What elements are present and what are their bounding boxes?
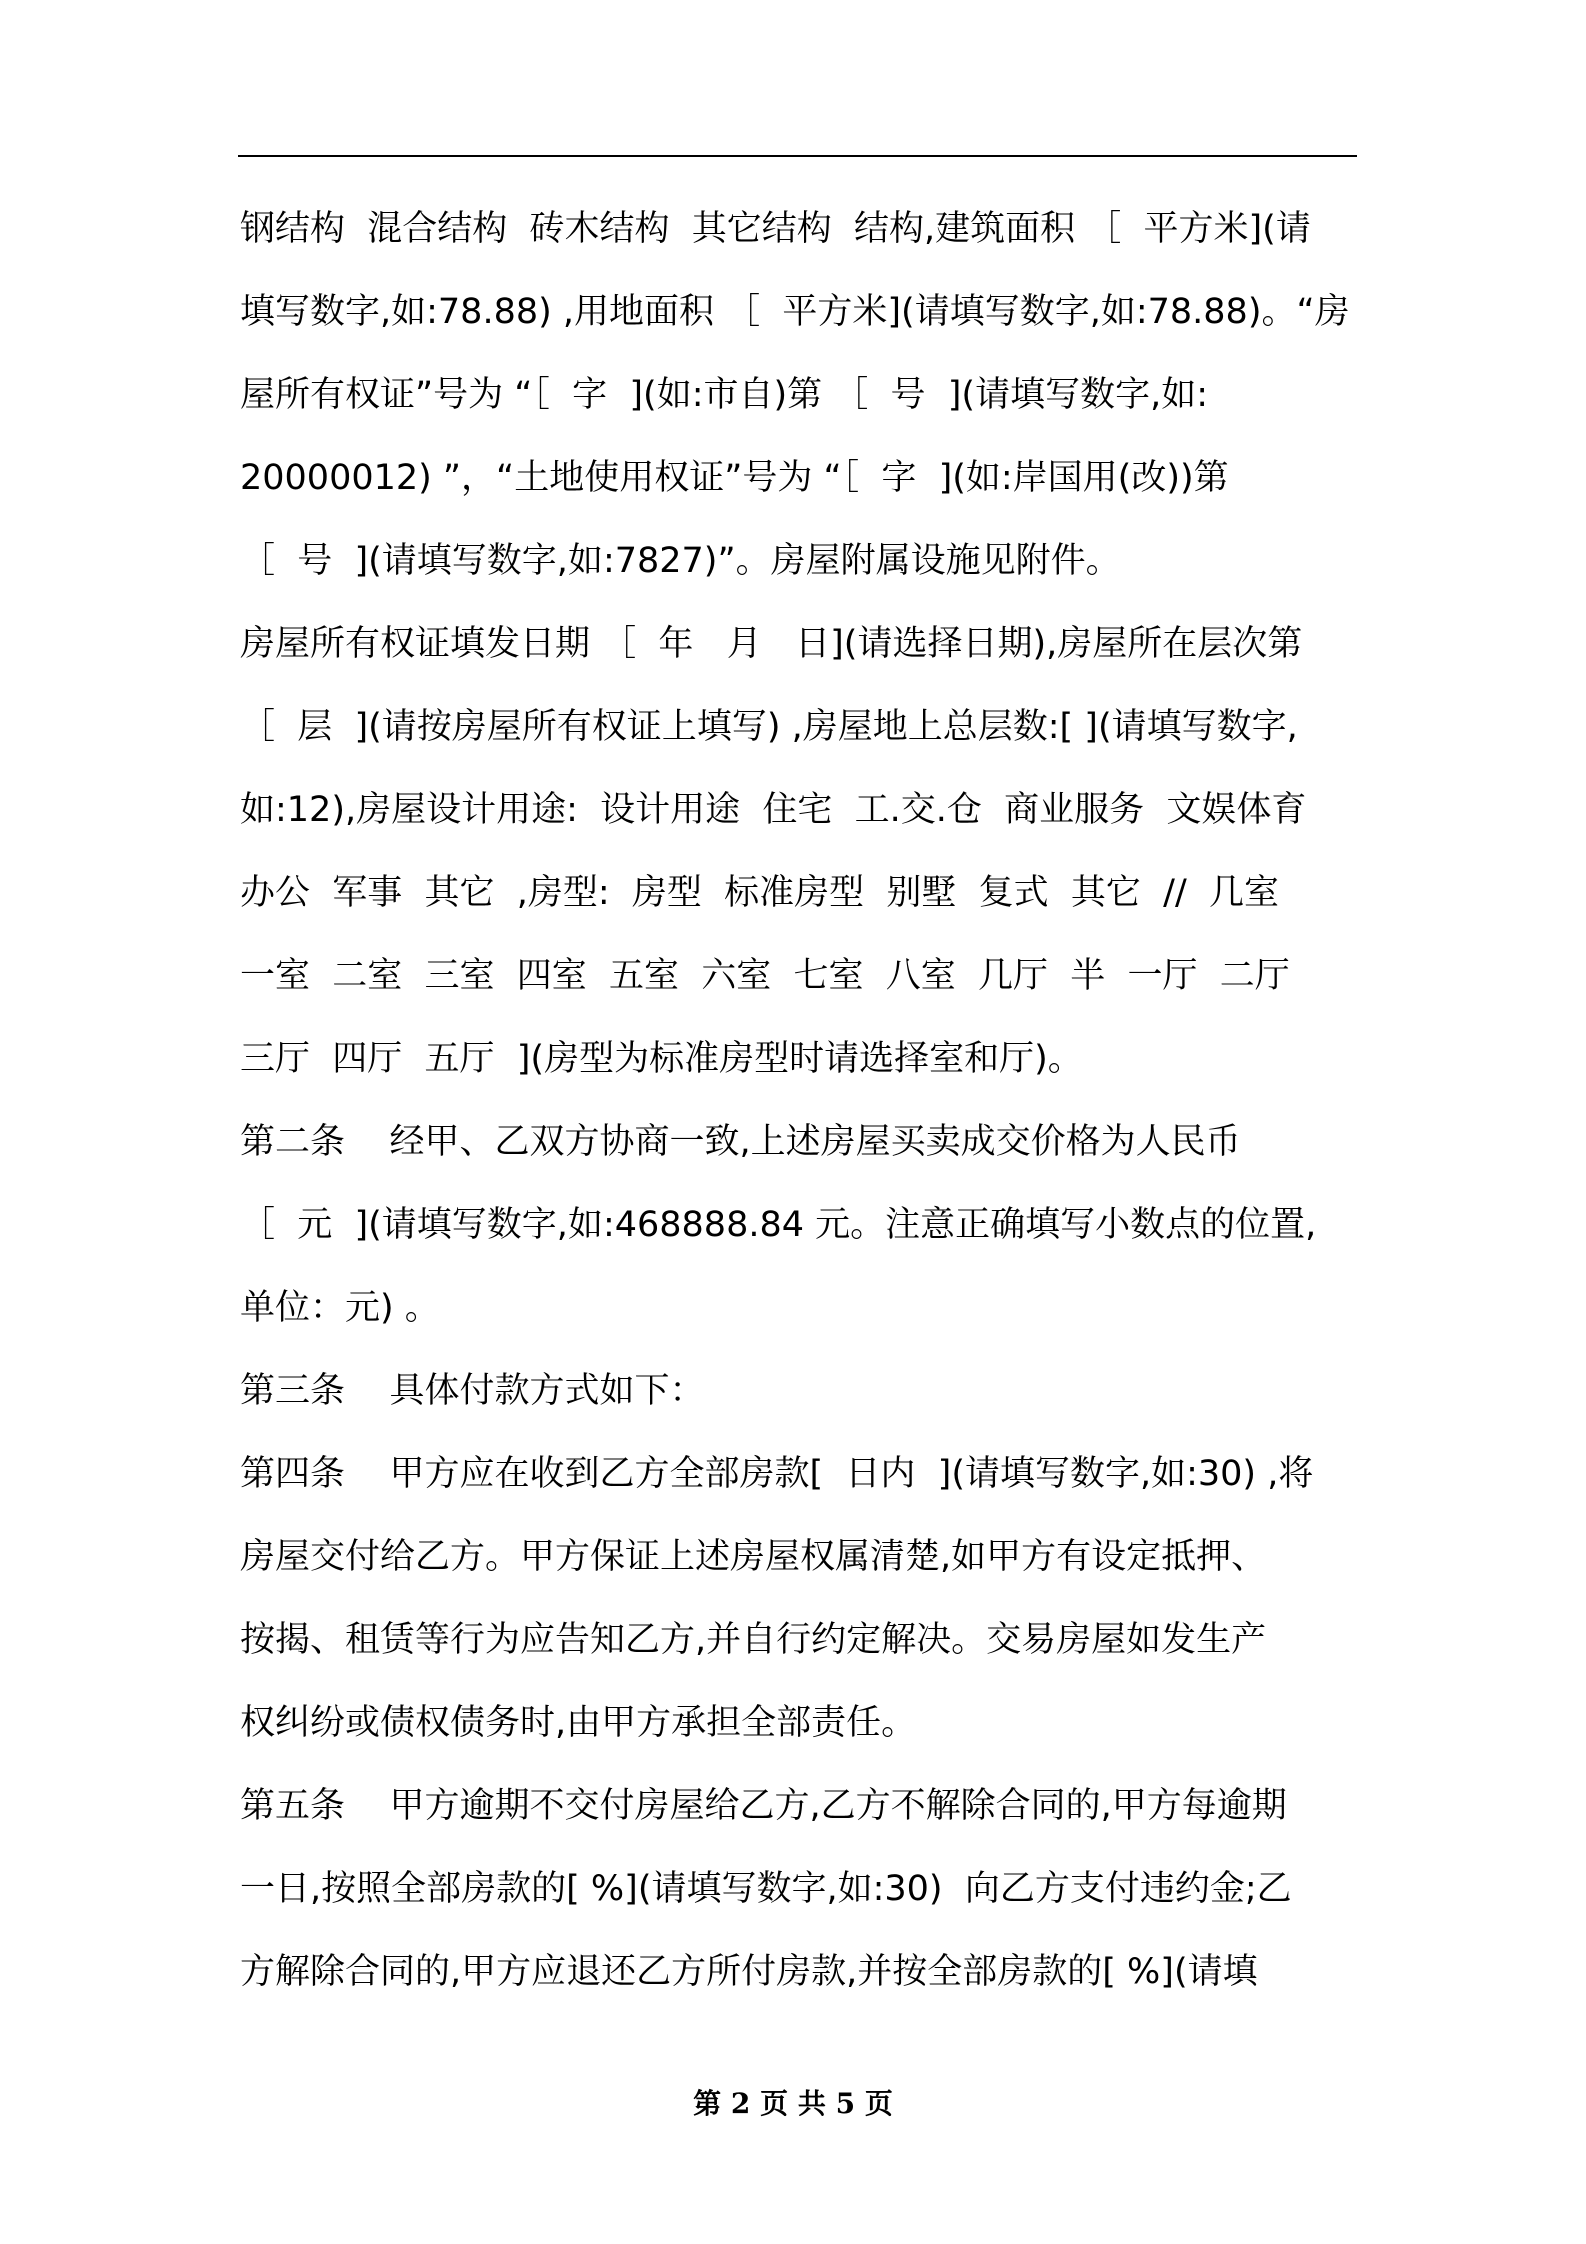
text-line: ［ 号 ](请填写数字,如:7827)”。房屋附属设施见附件。 <box>240 541 1121 581</box>
text-line: 钢结构 混合结构 砖木结构 其它结构 结构,建筑面积 ［ 平方米](请 <box>240 209 1311 249</box>
text-line: 一室 二室 三室 四室 五室 六室 七室 八室 几厅 半 一厅 二厅 <box>240 956 1290 996</box>
text-line: 第三条 具体付款方式如下： <box>240 1371 705 1411</box>
text-line: ［ 层 ](请按房屋所有权证上填写) ,房屋地上总层数:[ ](请填写数字, <box>240 707 1298 747</box>
page-number: 第 2 页 共 5 页 <box>693 2087 893 2120</box>
text-line: 三厅 四厅 五厅 ](房型为标准房型时请选择室和厅)。 <box>240 1039 1083 1079</box>
text-line: 一日,按照全部房款的[ %](请填写数字,如:30) 向乙方支付违约金;乙 <box>240 1869 1292 1909</box>
text-line: 第五条 甲方逾期不交付房屋给乙方,乙方不解除合同的,甲方每逾期 <box>240 1786 1287 1826</box>
header-rule <box>238 155 1357 157</box>
text-line: 按揭、租赁等行为应告知乙方,并自行约定解决。交易房屋如发生产 <box>240 1620 1267 1660</box>
text-line: ［ 元 ](请填写数字,如:468888.84 元。注意正确填写小数点的位置, <box>240 1205 1317 1245</box>
text-line: 办公 军事 其它 ,房型: 房型 标准房型 别墅 复式 其它 // 几室 <box>240 873 1280 913</box>
text-line: 屋所有权证”号为 “［ 字 ](如:市自)第 ［ 号 ](请填写数字,如: <box>240 375 1209 415</box>
text-line: 房屋交付给乙方。甲方保证上述房屋权属清楚,如甲方有设定抵押、 <box>240 1537 1267 1577</box>
text-line: 单位：元) 。 <box>240 1288 440 1328</box>
text-line: 房屋所有权证填发日期 ［ 年 月 日](请选择日期),房屋所在层次第 <box>240 624 1303 664</box>
text-line: 第二条 经甲、乙双方协商一致,上述房屋买卖成交价格为人民币 <box>240 1122 1241 1162</box>
text-line: 权纠纷或债权债务时,由甲方承担全部责任。 <box>240 1703 917 1743</box>
text-line: 填写数字,如:78.88) ,用地面积 ［ 平方米](请填写数字,如:78.88)。“房 <box>240 292 1350 332</box>
text-line: 如:12),房屋设计用途: 设计用途 住宅 工.交.仓 商业服务 文娱体育 <box>240 790 1307 830</box>
text-line: 20000012) ”，“土地使用权证”号为 “［ 字 ](如:岸国用(改))第 <box>240 458 1229 498</box>
text-line: 方解除合同的,甲方应退还乙方所付房款,并按全部房款的[ %](请填 <box>240 1952 1258 1992</box>
contract-body <box>240 188 1360 2014</box>
text-line: 第四条 甲方应在收到乙方全部房款[ 日内 ](请填写数字,如:30) ,将 <box>240 1454 1314 1494</box>
